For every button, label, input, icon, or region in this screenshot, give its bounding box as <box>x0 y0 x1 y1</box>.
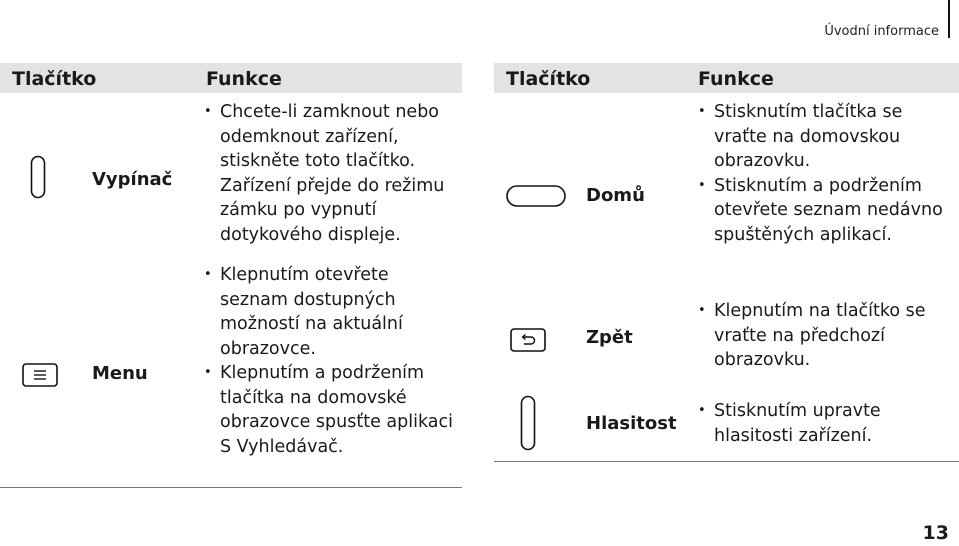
function-list-volume <box>698 399 956 448</box>
button-name-menu: Menu <box>92 363 148 384</box>
back-key-icon <box>510 328 546 356</box>
list-item: • Stisknutím upravte hlasitosti zařízení. <box>698 399 956 448</box>
column-header-button: Tlačítko <box>12 68 97 90</box>
list-item: • Klepnutím otevřete seznam dostupných možností na aktuální obrazovce. <box>204 263 459 361</box>
button-name-power: Vypínač <box>92 169 173 190</box>
function-list-back <box>698 299 956 373</box>
button-name-volume: Hlasitost <box>586 413 677 434</box>
menu-key-icon <box>22 363 58 391</box>
home-key-icon <box>506 185 566 211</box>
section-title: Úvodní informace <box>824 24 939 39</box>
button-name-home: Domů <box>586 185 645 206</box>
function-list-power <box>204 100 459 247</box>
function-list-home <box>698 100 956 247</box>
column-header-function: Funkce <box>698 68 774 90</box>
table-bottom-rule <box>0 487 462 488</box>
button-name-back: Zpět <box>586 327 633 348</box>
list-item: • Klepnutím na tlačítko se vraťte na předchozí obrazovku. <box>698 299 956 373</box>
left-button-table <box>0 63 462 488</box>
table-header <box>0 63 462 93</box>
right-button-table <box>494 63 959 462</box>
header-divider <box>948 0 950 38</box>
list-item: • Stisknutím tlačítka se vraťte na domovskou obrazovku. <box>698 100 956 174</box>
column-header-button: Tlačítko <box>506 68 591 90</box>
column-header-function: Funkce <box>206 68 282 90</box>
power-key-icon <box>30 155 46 203</box>
function-list-menu <box>204 263 459 459</box>
list-item: • Klepnutím a podržením tlačítka na domovské obrazovce spusťte aplikaci S Vyhledávač. <box>204 361 459 459</box>
volume-key-icon <box>520 395 536 455</box>
page-number: 13 <box>922 522 949 544</box>
list-item: • Chcete-li zamknout nebo odemknout zařízení, stiskněte toto tlačítko. Zařízení přejde do režimu zámku po vypnutí dotykového displeje. <box>204 100 459 247</box>
list-item: • Stisknutím a podržením otevřete seznam nedávno spuštěných aplikací. <box>698 174 956 248</box>
table-bottom-rule <box>494 461 959 462</box>
table-header <box>494 63 959 93</box>
